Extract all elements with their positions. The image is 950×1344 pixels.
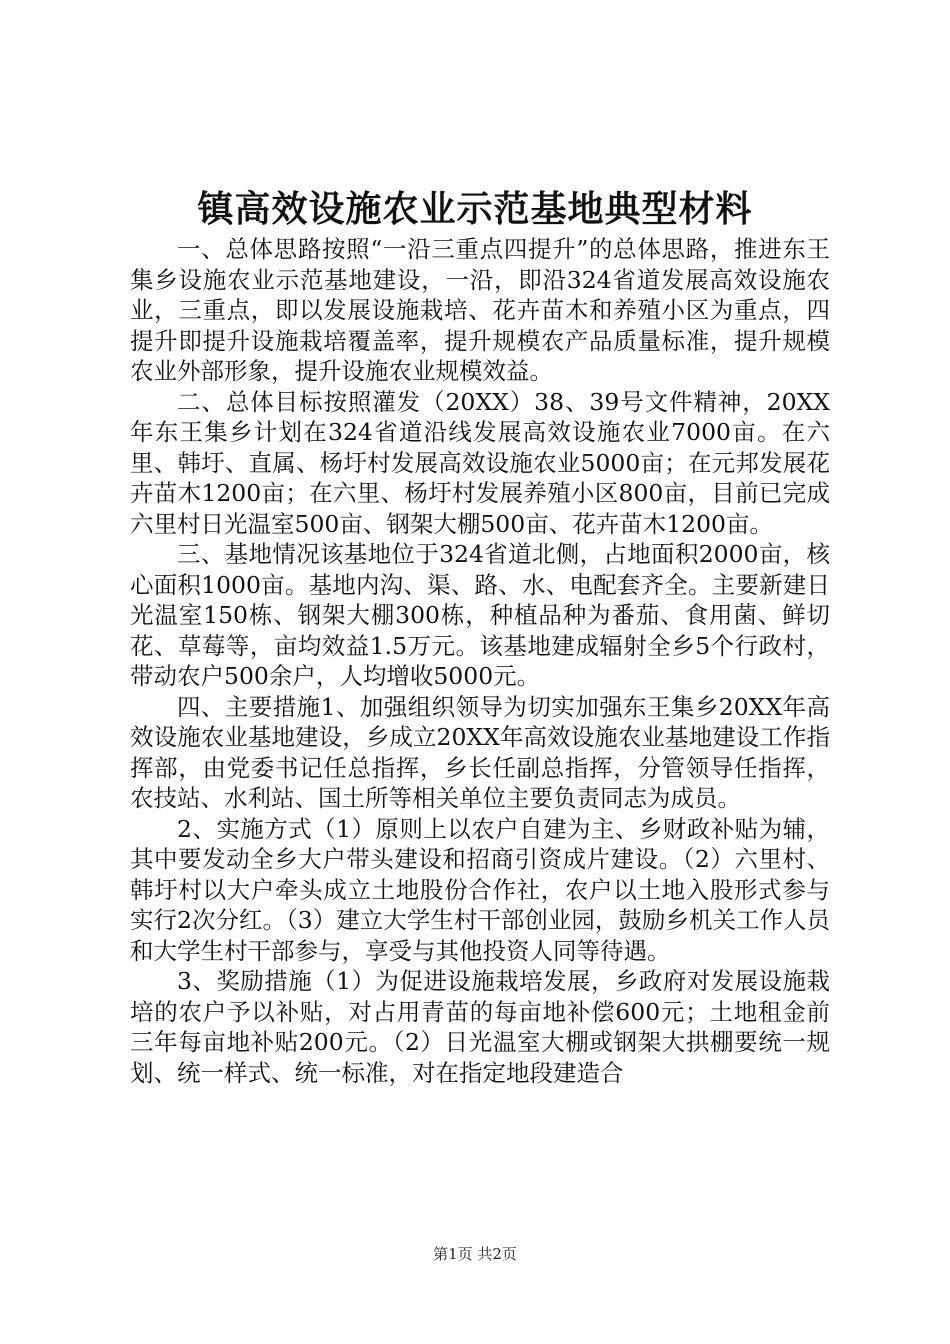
paragraph-implementation-method: 2、实施方式（1）原则上以农户自建为主、乡财政补贴为辅，其中要发动全乡大户带头建设和招商引资成片建设。（2）六里村、韩圩村以大户牵头成立土地股份合作社，农户以土地入股形式参与实行2次分红。（3）建立大学生村干部创业园，鼓励乡机关工作人员和大学生村干部参与，享受与其他投资人同等待遇。 — [130, 814, 830, 965]
paragraph-main-measures: 四、主要措施1、加强组织领导为切实加强东王集乡20XX年高效设施农业基地建设，乡成立20XX年高效设施农业基地建设工作指挥部，由党委书记任总指挥，乡长任副总指挥，分管领导任指挥，农技站、水利站、国土所等相关单位主要负责同志为成员。 — [130, 692, 830, 812]
paragraph-reward-measures: 3、奖励措施（1）为促进设施栽培发展，乡政府对发展设施栽培的农户予以补贴，对占用青苗的每亩地补偿600元；土地租金前三年每亩地补贴200元。（2）日光温室大棚或钢架大拱棚要统一规划、统一样式、统一标准，对在指定地段建造合 — [130, 967, 830, 1087]
document-body — [130, 234, 830, 1088]
document-title: 镇高效设施农业示范基地典型材料 — [197, 188, 753, 230]
paragraph-base-situation: 三、基地情况该基地位于324省道北侧，占地面积2000亩，核心面积1000亩。基地内沟、渠、路、水、电配套齐全。主要新建日光温室150栋、钢架大棚300栋，种植品种为番茄、食用菌、鲜切花、草莓等，亩均效益1.5万元。该基地建成辐射全乡5个行政村，带动农户500余户，人均增收5000元。 — [130, 540, 830, 690]
paragraph-overall-approach: 一、总体思路按照“一沿三重点四提升”的总体思路，推进东王集乡设施农业示范基地建设，一沿，即沿324省道发展高效设施农业，三重点，即以发展设施栽培、花卉苗木和养殖小区为重点，四提升即提升设施栽培覆盖率，提升规模农产品质量标准，提升规模农业外部形象，提升设施农业规模效益。 — [130, 235, 830, 385]
page-number: 第1页 共2页 — [433, 1245, 517, 1263]
paragraph-overall-goal: 二、总体目标按照灌发（20XX）38、39号文件精神，20XX年东王集乡计划在324省道沿线发展高效设施农业7000亩。在六里、韩圩、直属、杨圩村发展高效设施农业5000亩；在元邦发展花卉苗木1200亩；在六里、杨圩村发展养殖小区800亩，目前已完成六里村日光温室500亩、钢架大棚500亩、花卉苗木1200亩。 — [130, 387, 830, 538]
